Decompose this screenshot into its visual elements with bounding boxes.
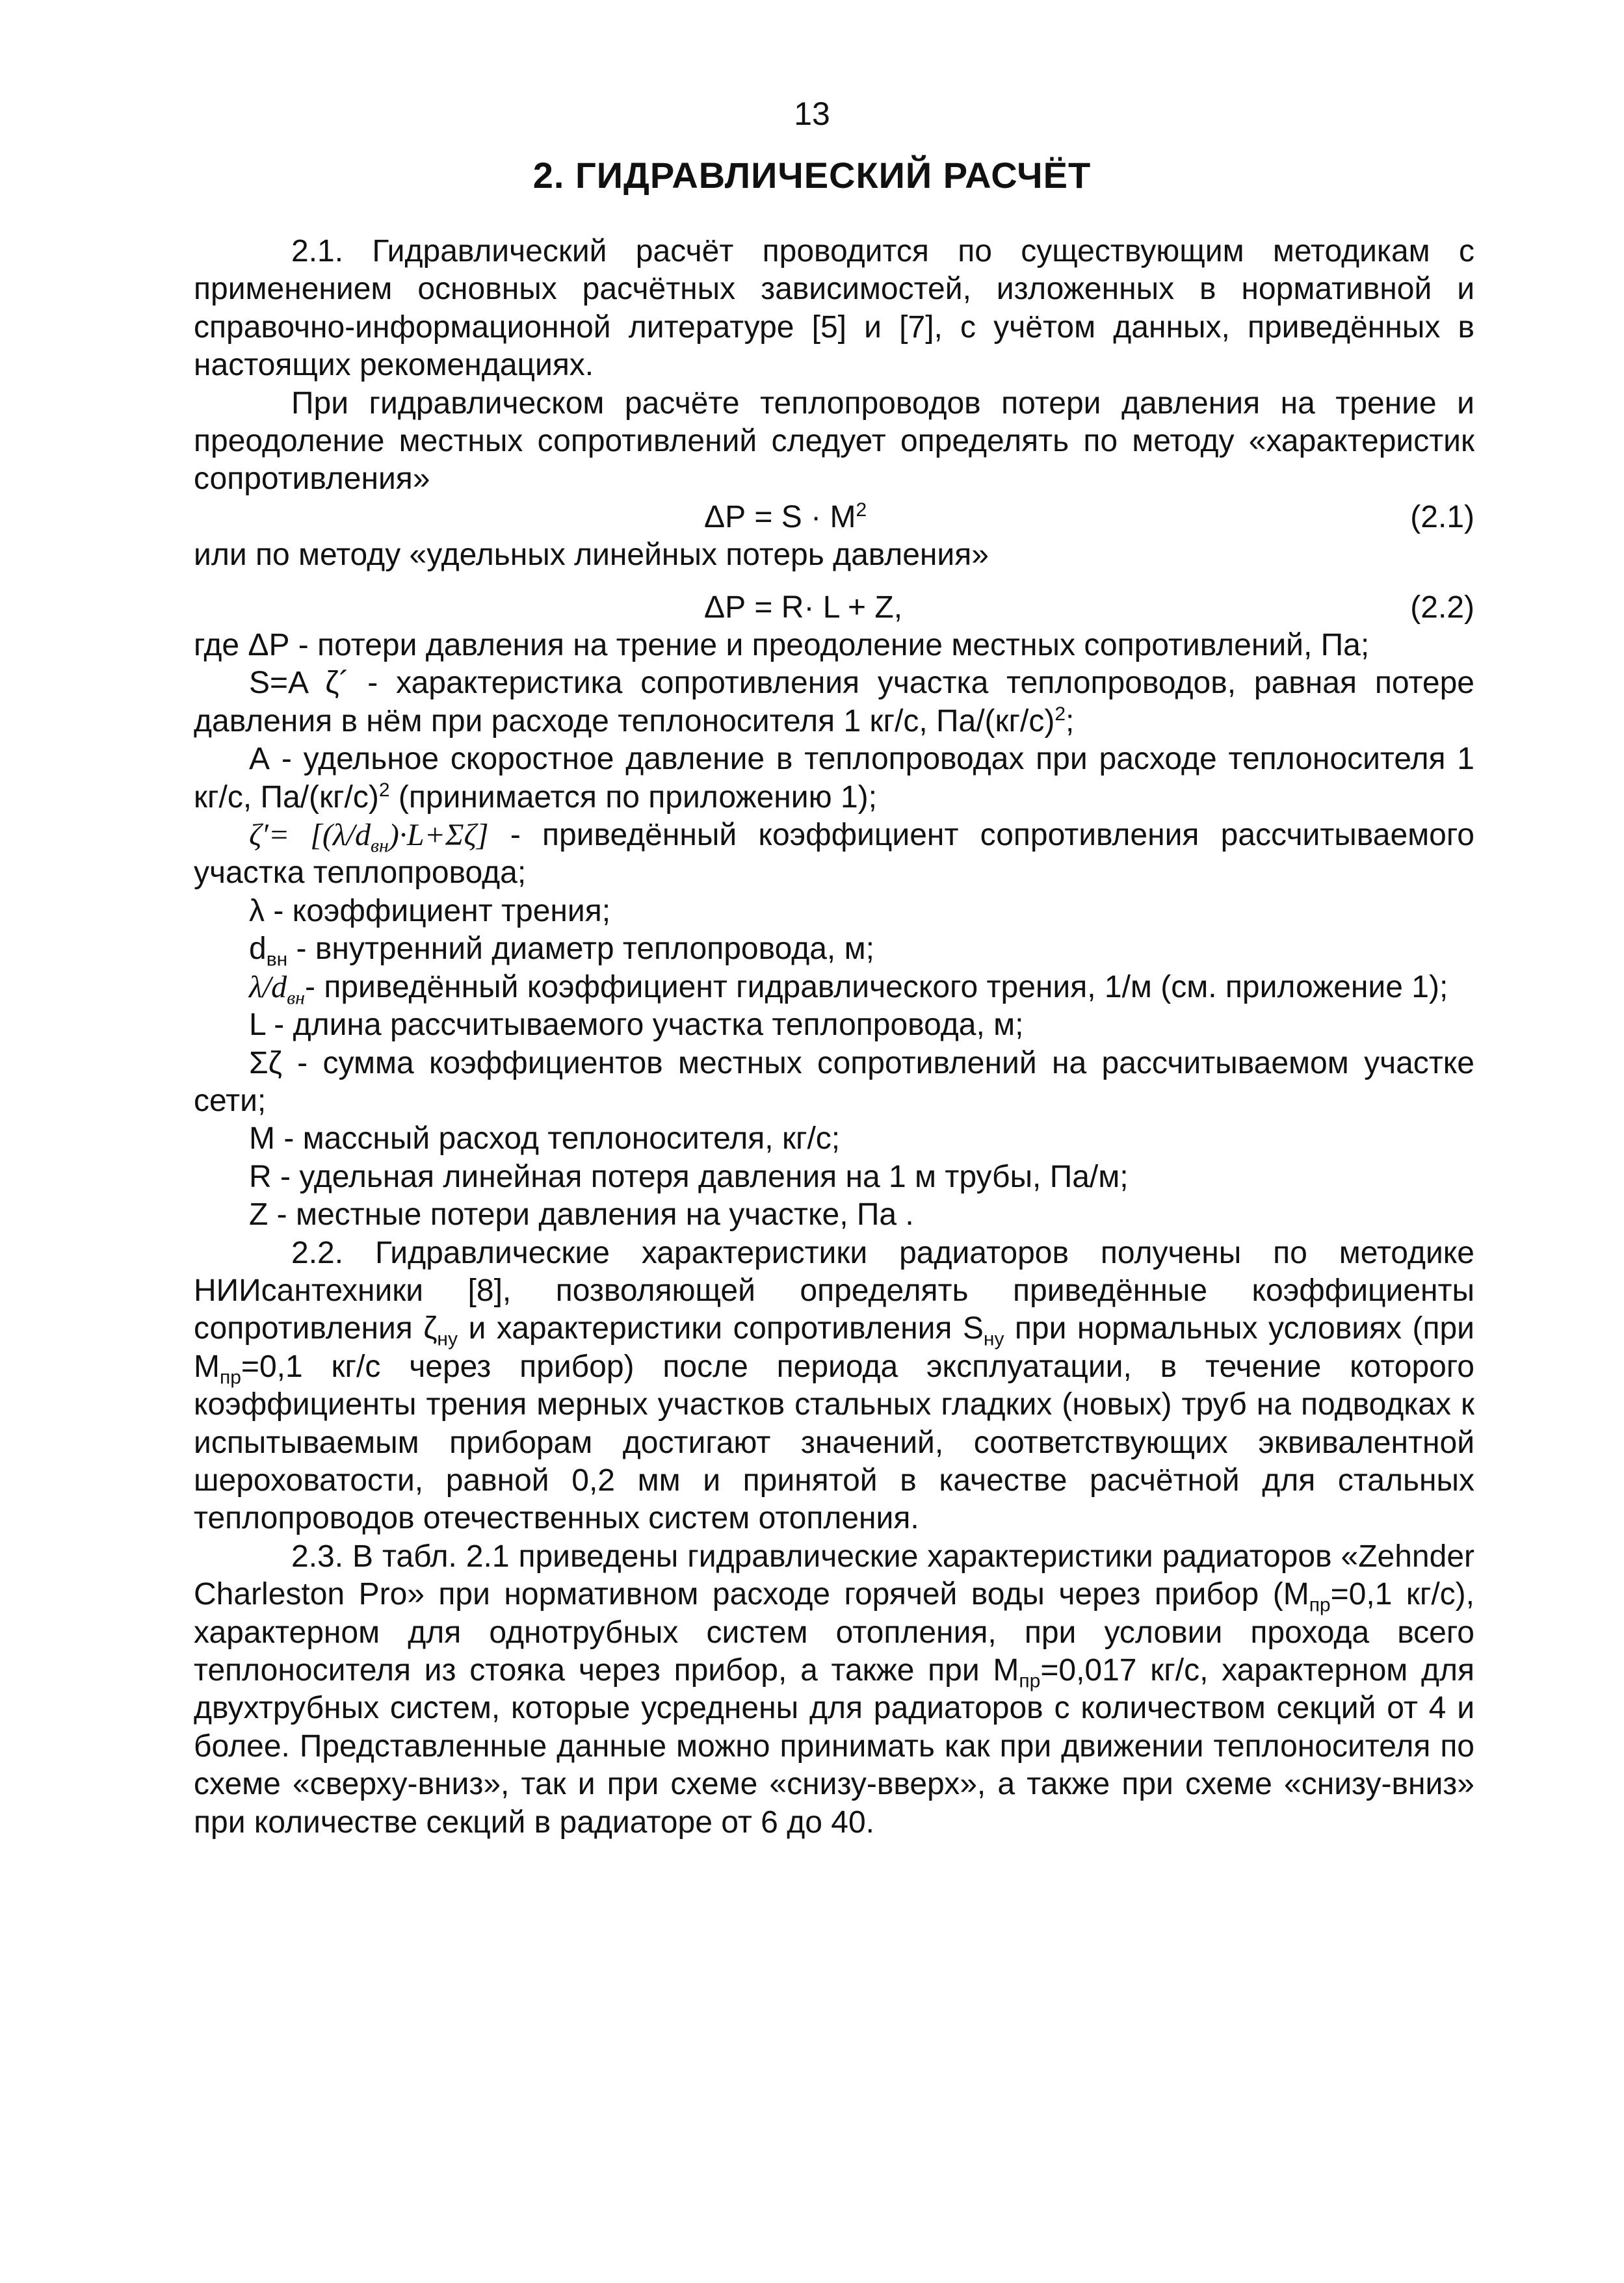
definition-s: S=A ζ´ - характеристика сопротивления участка теплопроводов, равная потере давления в нём при расходе теплоносителя 1 кг/с, $Па/(кг/с)^2$; — [194, 666, 1474, 738]
formula-2-1 — [194, 499, 1474, 536]
definition-m: М - массный расход теплоносителя, кг/с; — [249, 1121, 841, 1156]
paragraph-method: При гидравлическом расчёте теплопроводов потери давления на трение и преодоление местных сопротивлений следует определять по методу «характеристик сопротивления» — [194, 385, 1474, 497]
definition-r: R - удельная линейная потеря давления на 1 м трубы, Па/м; — [249, 1159, 1129, 1194]
formula-2-2-number: (2.2) — [1410, 590, 1474, 625]
definition-zeta: $\zeta'= [(\lambda/d_{вн})\cdot L+\Sigma\zeta]$ - приведённый коэффициент сопротивления рассчитываемого участка теплопровода; — [194, 818, 1474, 891]
paragraph-2-1: 2.1. Гидравлический расчёт проводится по существующим методикам с применением основных расчётных зависимостей, изложенных в нормативной и справочно-информационной литературе [5] и [7], с учётом данных, приведённых в настоящих рекомендациях. — [194, 234, 1474, 383]
definition-dp: где ΔР - потери давления на трение и преодоление местных сопротивлений, Па; — [194, 628, 1370, 663]
paragraph-2-3: 2.3. В табл. 2.1 приведены гидравлические характеристики радиаторов «Zehnder Charleston Pro» при нормативном расходе горячей воды через прибор ($М_{пр}=0,1$ кг/с), характерном для однотрубных систем отопления, при условии прохода всего теплоносителя из стояка через прибор, а также при $М_{пр}=0,017$ кг/с, характерном для двухтрубных систем, которые усреднены для радиаторов с количеством секций от 4 и более. Представленные данные можно принимать как при движении теплоносителя по схеме «сверху-вниз», так и при схеме «снизу-вверх», а также при схеме «снизу-вниз» при количестве секций в радиаторе от 6 до 40. — [194, 1539, 1475, 1840]
definition-z: Z - местные потери давления на участке, Па . — [249, 1197, 914, 1233]
section-title: 2. ГИДРАВЛИЧЕСКИЙ РАСЧЁТ — [532, 155, 1092, 196]
definition-a: А - удельное скоростное давление в теплопроводах при расходе теплоносителя 1 кг/с, $Па/(кг/с)^2$ (принимается по приложению 1); — [194, 742, 1474, 815]
definition-lambda: λ - коэффициент трения; — [249, 893, 611, 928]
definition-d: $d_{вн}$ - внутренний диаметр теплопровода, м; — [249, 932, 874, 971]
paragraph-2-2: 2.2. Гидравлические характеристики радиаторов получены по методике НИИсантехники [8], позволяющей определять приведённые коэффициенты сопротивления $\zeta_{ну}$ и характеристики сопротивления $S_{ну}$ при нормальных условиях (при $М_{пр}=0,1$ кг/с через прибор) после периода эксплуатации, в течение которого коэффициенты трения мерных участков стальных гладких (новых) труб на подводках к испытываемым приборам достигают значений, соответствующих эквивалентной шероховатости, равной 0,2 мм и принятой в качестве расчётной для стальных теплопроводов отечественных систем отопления. — [194, 1235, 1474, 1536]
zeta-formula: $\zeta'= [(\lambda/d_{вн})\cdot L+\Sigma\zeta]$ — [249, 818, 489, 857]
lambda-d-formula: $\lambda/d_{вн}$ — [249, 969, 306, 1009]
definition-l: L - длина рассчитываемого участка теплопровода, м; — [249, 1008, 1024, 1043]
definition-lambda-d: $\lambda/d_{вн}-$ приведённый коэффициент гидравлического трения, 1/м (см. приложение 1); — [249, 969, 1448, 1009]
formula-2-1-number: (2.1) — [1410, 499, 1474, 534]
definition-sigma: Σζ - сумма коэффициентов местных сопротивлений на рассчитываемом участке сети; — [194, 1045, 1474, 1118]
page-number: 13 — [794, 96, 830, 132]
paragraph-or: или по методу «удельных линейных потерь давления» — [194, 538, 989, 573]
formula-2-1-expression: $\Delta Р = S \cdot M^2$ — [704, 499, 867, 534]
formula-2-2 — [194, 589, 1474, 627]
body-text — [194, 233, 1474, 1842]
formula-2-2-expression: ΔР = R· L + Z, — [704, 590, 903, 625]
